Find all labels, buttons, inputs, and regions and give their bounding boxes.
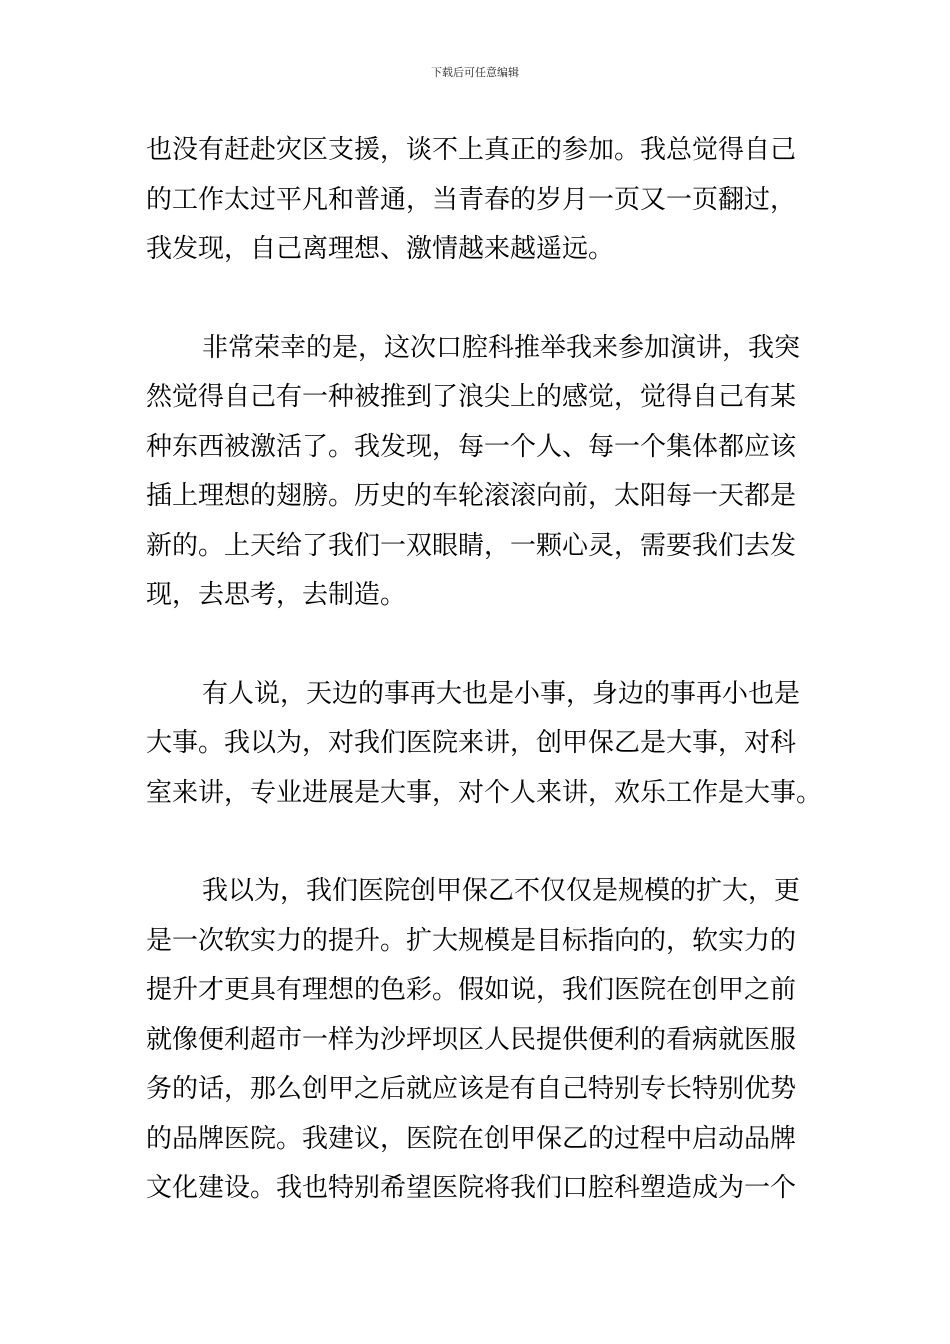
text-line: 是一次软实力的提升。扩大规模是目标指向的，软实力的 bbox=[146, 925, 797, 956]
paragraph-3 bbox=[146, 670, 823, 819]
text-line: 的工作太过平凡和普通，当青春的岁月一页又一页翻过， bbox=[146, 184, 797, 215]
paragraph-2 bbox=[146, 324, 806, 621]
text-line: 我以为，我们医院创甲保乙不仅仅是规模的扩大，更 bbox=[202, 876, 801, 906]
text-line: 现，去思考，去制造。 bbox=[146, 580, 407, 610]
text-line: 我发现，自己离理想、激情越来越遥远。 bbox=[146, 234, 615, 264]
text-line: 种东西被激活了。我发现，每一个人、每一个集体都应该 bbox=[146, 431, 797, 462]
text-line: 就像便利超市一样为沙坪坝区人民提供便利的看病就医服 bbox=[146, 1024, 797, 1055]
text-line: 新的。上天给了我们一双眼睛，一颗心灵，需要我们去发 bbox=[146, 530, 797, 561]
text-line: 室来讲，专业进展是大事，对个人来讲，欢乐工作是大事。 bbox=[146, 777, 823, 808]
text-line: 文化建设。我也特别希望医院将我们口腔科塑造成为一个 bbox=[146, 1173, 797, 1203]
paragraph-4 bbox=[146, 867, 806, 1214]
text-line: 大事。我以为，对我们医院来讲，创甲保乙是大事，对科 bbox=[146, 728, 797, 758]
paragraph-1 bbox=[146, 126, 806, 275]
text-line: 提升才更具有理想的色彩。假如说，我们医院在创甲之前 bbox=[146, 975, 797, 1005]
page-header-note: 下载后可任意编辑 bbox=[431, 66, 519, 79]
text-line: 也没有赶赴灾区支援，谈不上真正的参加。我总觉得自己 bbox=[146, 135, 797, 165]
text-line: 插上理想的翅膀。历史的车轮滚滚向前，太阳每一天都是 bbox=[146, 481, 797, 511]
text-line: 务的话，那么创甲之后就应该是有自己特别专长特别优势 bbox=[146, 1074, 797, 1104]
document-body bbox=[146, 126, 823, 1214]
text-line: 的品牌医院。我建议，医院在创甲保乙的过程中启动品牌 bbox=[146, 1123, 797, 1154]
text-line: 非常荣幸的是，这次口腔科推举我来参加演讲，我突 bbox=[202, 332, 801, 363]
text-line: 然觉得自己有一种被推到了浪尖上的感觉，觉得自己有某 bbox=[146, 382, 797, 412]
text-line: 有人说，天边的事再大也是小事，身边的事再小也是 bbox=[202, 678, 801, 709]
